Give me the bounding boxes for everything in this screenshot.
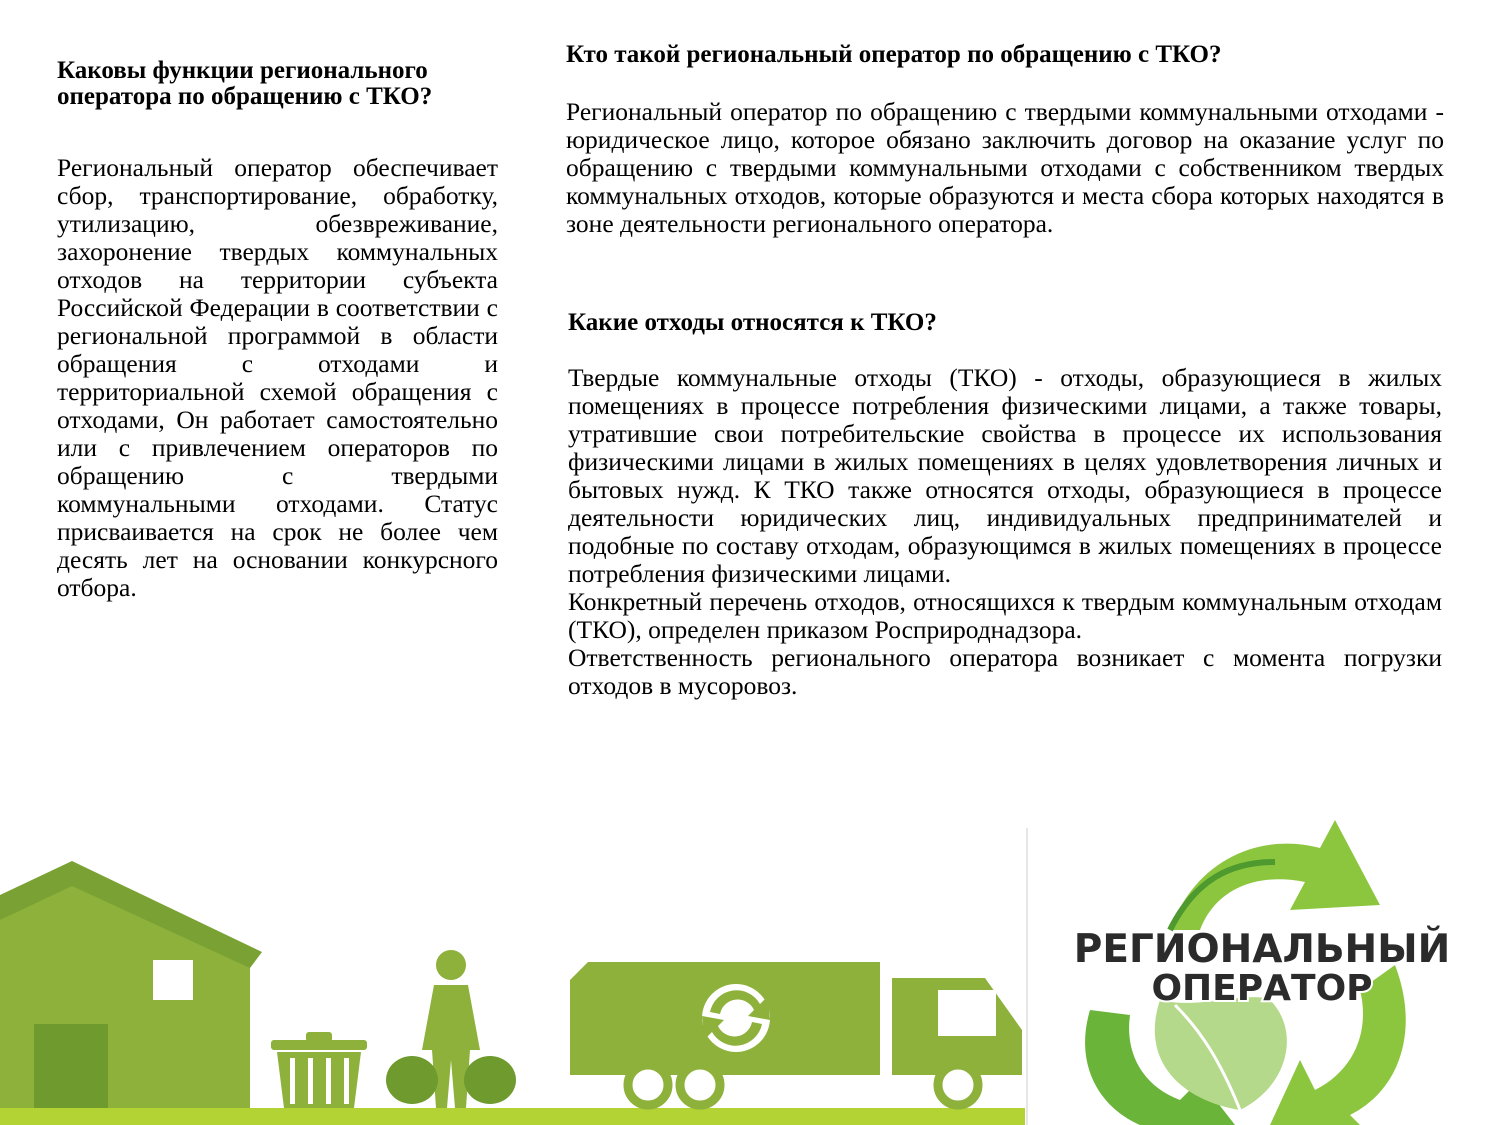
ground-strip — [0, 1108, 1025, 1125]
leaf-icon — [1155, 997, 1287, 1110]
right-bottom-para2: Конкретный перечень отходов, относящихся к твердым коммунальным отходам (ТКО), определен приказом Росприроднадзора. — [568, 587, 1442, 644]
left-heading: Каковы функции регионального оператора по обращению с ТКО? — [57, 57, 433, 110]
logo-text-line2: ОПЕРАТОР — [1151, 968, 1373, 1009]
right-bottom-para3: Ответственность регионального оператора возникает с момента погрузки отходов в мусоровоз. — [568, 643, 1442, 700]
logo-text-line1: РЕГИОНАЛЬНЫЙ — [1073, 927, 1451, 972]
right-top-body: Региональный оператор по обращению с твердыми коммунальными отходами - юридическое лицо, которое обязано заключить договор на оказание услуг по обращению с твердыми коммунальными отходами с собственником твердых коммунальных отходов, которые образуются и места сбора которых находятся в зоне деятельности регионального оператора. — [566, 97, 1444, 238]
left-body: Региональный оператор обеспечивает сбор, транспортирование, обработку, утилизацию, обезвреживание, захоронение твердых коммунальных отходов на территории субъекта Российской Федерации в соответствии с региональной программой в области обращения с отходами и территориальной схемой обращения с отходами, Он работает самостоятельно или с привлечением операторов по обращению с твердыми коммунальными отходами. Статус присваивается на срок не более чем десять лет на основании конкурсного отбора. — [57, 153, 498, 602]
person-with-bags-icon — [386, 950, 516, 1108]
trash-can-icon — [271, 1032, 367, 1108]
garbage-truck-icon — [570, 962, 1022, 1105]
right-top-heading: Кто такой региональный оператор по обращению с ТКО? — [566, 41, 1222, 68]
right-bottom-heading: Какие отходы относятся к ТКО? — [568, 309, 937, 336]
right-bottom-para1: Твердые коммунальные отходы (ТКО) - отходы, образующиеся в жилых помещениях в процессе потребления физическими лицами, а также товары, утратившие свои потребительские свойства в процессе их использования физическими лицами в жилых помещениях в целях удовлетворения личных и бытовых нужд. К ТКО также относятся отходы, образующиеся в процессе деятельности юридических лиц, индивидуальных предпринимателей и подобные по составу отходам, образующимся в жилых помещениях в процессе потребления физическими лицами. — [568, 363, 1442, 588]
house-icon — [0, 861, 262, 1108]
